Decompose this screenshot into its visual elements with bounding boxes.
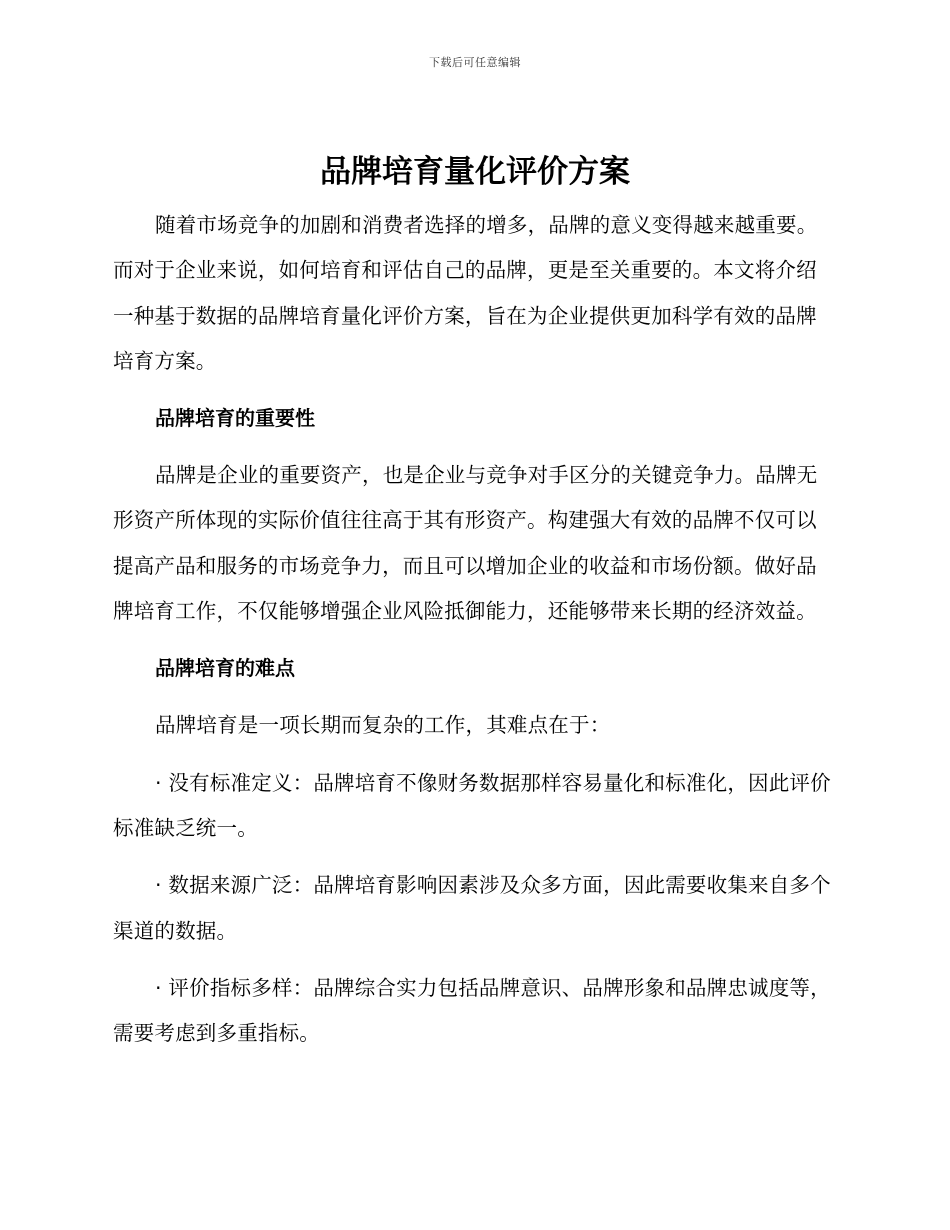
section-heading-importance: 品牌培育的重要性: [155, 406, 315, 431]
page-header-note: 下载后可任意编辑: [429, 56, 521, 69]
difficulty-point-1: · 没有标准定义：品牌培育不像财务数据那样容易量化和标准化，因此评价标准缺乏统一。: [113, 770, 831, 840]
importance-paragraph: 品牌是企业的重要资产，也是企业与竞争对手区分的关键竞争力。品牌无形资产所体现的实际价值往往高于其有形资产。构建强大有效的品牌不仅可以提高产品和服务的市场竞争力，而且可以增加企业的收益和市场份额。做好品牌培育工作，不仅能够增强企业风险抵御能力，还能够带来长期的经济效益。: [113, 463, 818, 624]
section-heading-difficulties: 品牌培育的难点: [155, 656, 295, 681]
document-title: 品牌培育量化评价方案: [320, 154, 630, 190]
document-body: [113, 203, 835, 1056]
difficulty-point-3: · 评价指标多样：品牌综合实力包括品牌意识、品牌形象和品牌忠诚度等，需要考虑到多重指标。: [113, 975, 831, 1046]
difficulty-point-2: · 数据来源广泛：品牌培育影响因素涉及众多方面，因此需要收集来自多个渠道的数据。: [113, 873, 831, 943]
intro-paragraph: 随着市场竞争的加剧和消费者选择的增多，品牌的意义变得越来越重要。而对于企业来说，如何培育和评估自己的品牌，更是至关重要的。本文将介绍一种基于数据的品牌培育量化评价方案，旨在为企业提供更加科学有效的品牌培育方案。: [113, 213, 818, 373]
difficulties-lead-paragraph: 品牌培育是一项长期而复杂的工作，其难点在于：: [155, 713, 611, 738]
